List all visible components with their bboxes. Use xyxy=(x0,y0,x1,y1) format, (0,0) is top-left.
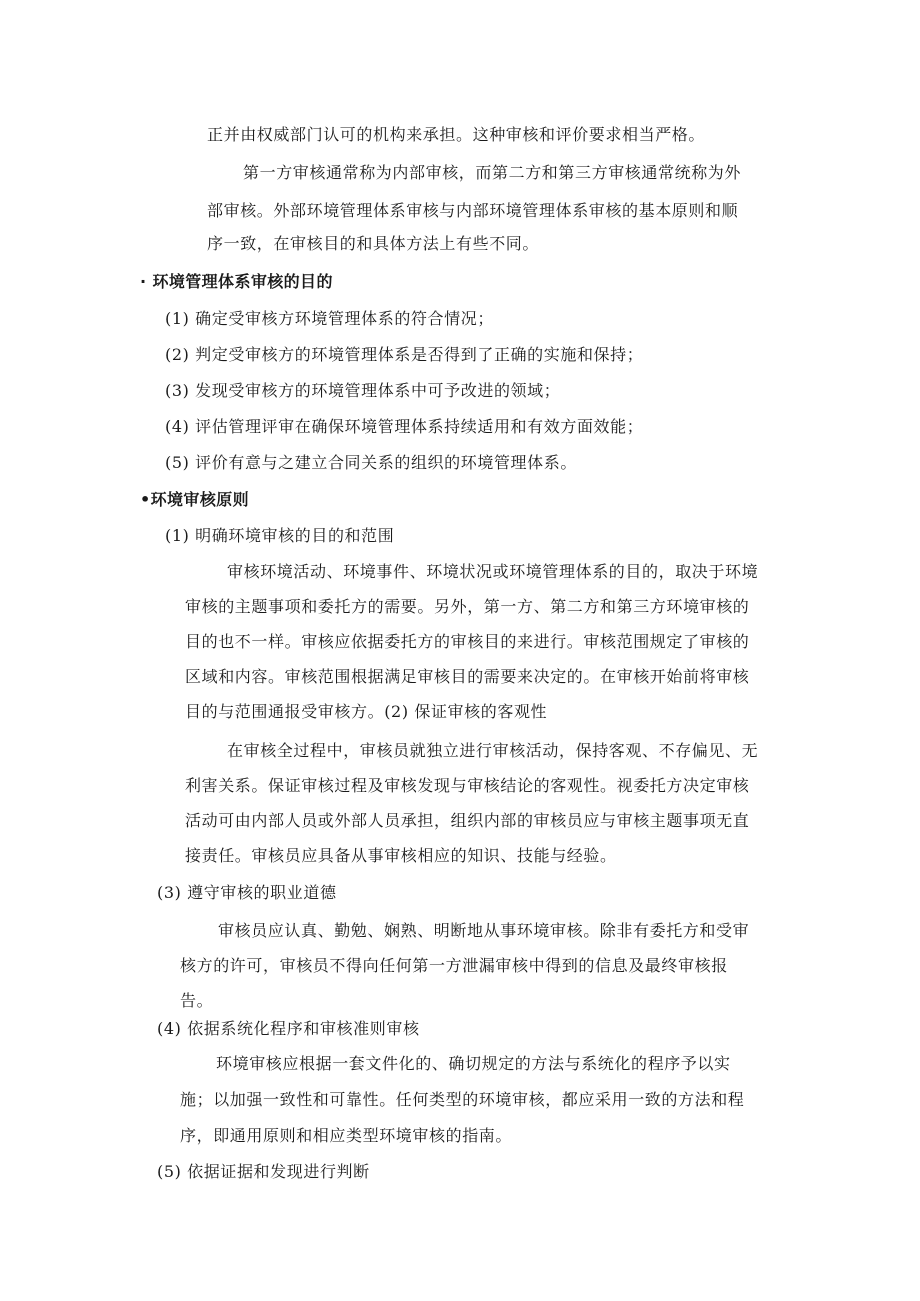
paragraph-line: 审核员应认真、勤勉、娴熟、明断地从事环境审核。除非有委托方和受审 xyxy=(218,921,750,940)
list-item: (2) 判定受审核方的环境管理体系是否得到了正确的实施和保持； xyxy=(165,345,644,364)
principle-title: (1) 明确环境审核的目的和范围 xyxy=(165,526,395,545)
paragraph-line: 接责任。审核员应具备从事审核相应的知识、技能与经验。 xyxy=(185,846,617,865)
list-item: (5) 评价有意与之建立合同关系的组织的环境管理体系。 xyxy=(165,453,577,472)
paragraph-line: 目的与范围通报受审核方。(2) 保证审核的客观性 xyxy=(185,702,548,721)
paragraph-line: 施；以加强一致性和可靠性。任何类型的环境审核，都应采用一致的方法和程 xyxy=(180,1090,745,1109)
intro-line: 部审核。外部环境管理体系审核与内部环境管理体系审核的基本原则和顺 xyxy=(207,201,739,220)
list-item: (4) 评估管理评审在确保环境管理体系持续适用和有效方面效能； xyxy=(165,417,644,436)
paragraph-line: 环境审核应根据一套文件化的、确切规定的方法与系统化的程序予以实 xyxy=(216,1054,731,1073)
paragraph-line: 审核环境活动、环境事件、环境状况或环境管理体系的目的，取决于环境 xyxy=(227,562,759,581)
principle-title: (4) 依据系统化程序和审核准则审核 xyxy=(157,1019,420,1038)
paragraph-line: 活动可由内部人员或外部人员承担，组织内部的审核员应与审核主题事项无直 xyxy=(185,811,750,830)
principle-title: (5) 依据证据和发现进行判断 xyxy=(157,1162,370,1181)
paragraph-line: 目的也不一样。审核应依据委托方的审核目的来进行。审核范围规定了审核的 xyxy=(185,632,750,651)
intro-line: 第一方审核通常称为内部审核，而第二方和第三方审核通常统称为外 xyxy=(243,163,742,182)
intro-line: 正并由权威部门认可的机构来承担。这种审核和评价要求相当严格。 xyxy=(207,125,706,144)
paragraph-line: 区域和内容。审核范围根据满足审核目的需要来决定的。在审核开始前将审核 xyxy=(185,667,750,686)
paragraph-line: 利害关系。保证审核过程及审核发现与审核结论的客观性。视委托方决定审核 xyxy=(185,776,750,795)
paragraph-line: 核方的许可，审核员不得向任何第一方泄漏审核中得到的信息及最终审核报 xyxy=(180,956,728,975)
paragraph-line: 在审核全过程中，审核员就独立进行审核活动，保持客观、不存偏见、无 xyxy=(227,741,759,760)
principle-title: (3) 遵守审核的职业道德 xyxy=(157,883,337,902)
paragraph-line: 序，即通用原则和相应类型环境审核的指南。 xyxy=(180,1126,513,1145)
paragraph-line: 告。 xyxy=(180,991,214,1010)
paragraph-line: 审核的主题事项和委托方的需要。另外，第一方、第二方和第三方环境审核的 xyxy=(185,597,750,616)
list-item: (1) 确定受审核方环境管理体系的符合情况； xyxy=(165,309,494,328)
intro-line: 序一致，在审核目的和具体方法上有些不同。 xyxy=(207,234,540,253)
list-item: (3) 发现受审核方的环境管理体系中可予改进的领域； xyxy=(165,381,561,400)
section-heading-purpose: · 环境管理体系审核的目的 xyxy=(140,272,333,291)
section-heading-principles: •环境审核原则 xyxy=(140,490,250,509)
